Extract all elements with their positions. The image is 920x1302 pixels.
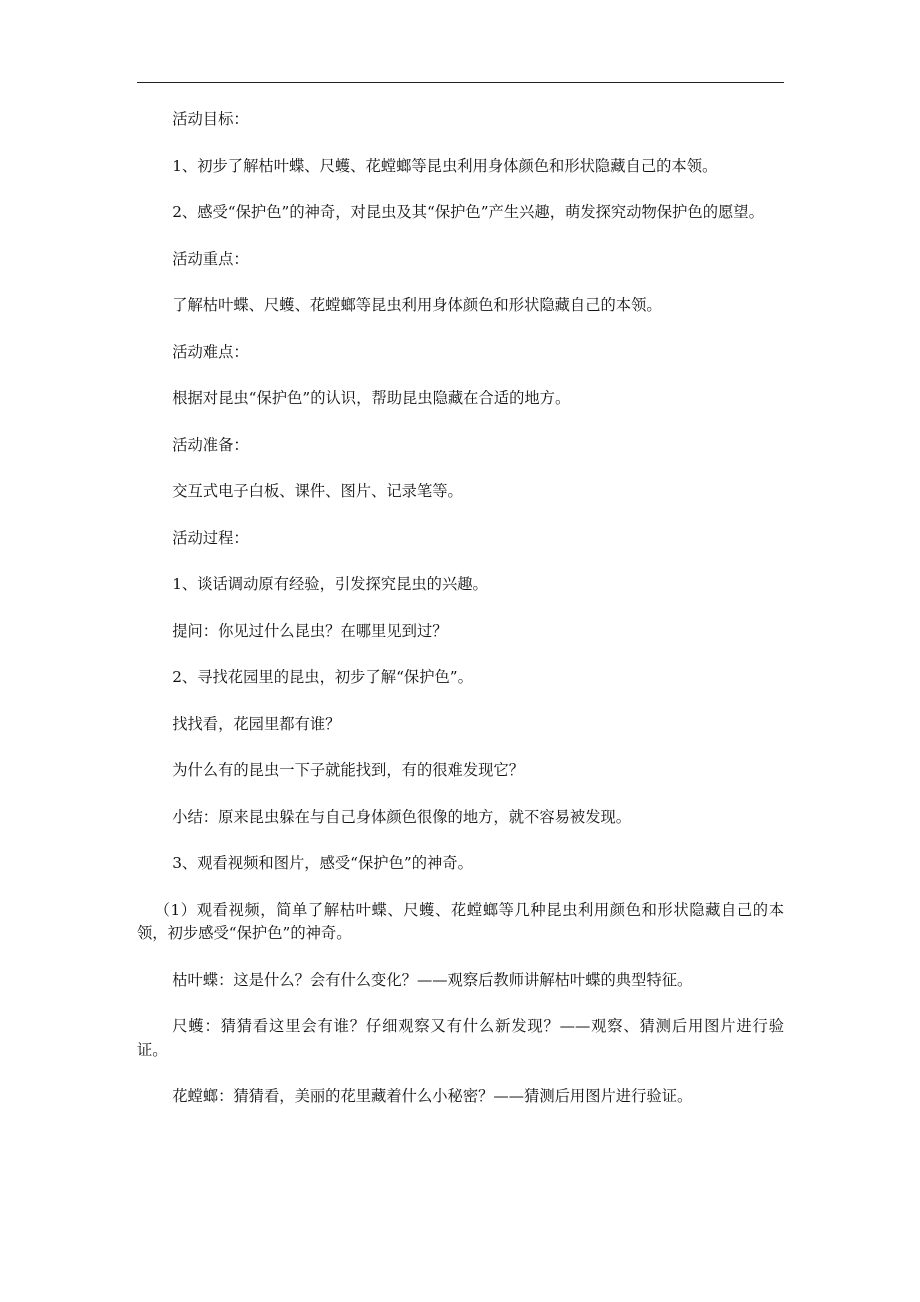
difficulties-text: 根据对昆虫“保护色”的认识，帮助昆虫隐藏在合适的地方。 [172, 389, 571, 407]
heading-process: 活动过程： [172, 528, 249, 547]
heading-activity-goals: 活动目标： [172, 110, 249, 128]
insect-flower-mantis: 花螳螂：猜猜看，美丽的花里藏着什么小秘密？——猜测后用图片进行验证。 [172, 1087, 693, 1105]
heading-difficulties: 活动难点： [172, 342, 249, 361]
process-why-prompt: 为什么有的昆虫一下子就能找到，有的很难发现它？ [172, 761, 525, 779]
key-points-text: 了解枯叶蝶、尺蠖、花螳螂等昆虫利用身体颜色和形状隐藏自己的本领。 [172, 296, 662, 314]
process-question: 提问：你见过什么昆虫？在哪里见到过？ [172, 621, 448, 640]
heading-preparation: 活动准备： [172, 435, 249, 454]
process-step-3: 3、观看视频和图片，感受“保护色”的神奇。 [172, 854, 473, 872]
process-substep-1: （1）观看视频，简单了解枯叶蝶、尺蠖、花螳螂等几种昆虫利用颜色和形状隐藏自己的本领，初步感受“保护色”的神奇。 [137, 900, 784, 942]
preparation-text: 交互式电子白板、课件、图片、记录笔等。 [172, 482, 463, 500]
heading-key-points: 活动重点： [172, 249, 249, 268]
header-rule [137, 82, 784, 83]
process-step-2: 2、寻找花园里的昆虫，初步了解“保护色”。 [172, 668, 473, 686]
process-step-1: 1、谈话调动原有经验，引发探究昆虫的兴趣。 [172, 575, 488, 593]
process-find-prompt: 找找看，花园里都有谁？ [172, 714, 341, 733]
goal-item-2: 2、感受“保护色”的神奇，对昆虫及其“保护色”产生兴趣，萌发探究动物保护色的愿望。 [172, 203, 764, 221]
process-summary: 小结：原来昆虫躲在与自己身体颜色很像的地方，就不容易被发现。 [172, 807, 632, 826]
document-body [137, 108, 784, 1132]
goal-item-1: 1、初步了解枯叶蝶、尺蠖、花螳螂等昆虫利用身体颜色和形状隐藏自己的本领。 [172, 156, 718, 175]
insect-inchworm: 尺蠖：猜猜看这里会有谁？仔细观察又有什么新发现？——观察、猜测后用图片进行验证。 [137, 1017, 784, 1059]
insect-leaf-butterfly: 枯叶蝶：这是什么？会有什么变化？——观察后教师讲解枯叶蝶的典型特征。 [172, 970, 693, 989]
